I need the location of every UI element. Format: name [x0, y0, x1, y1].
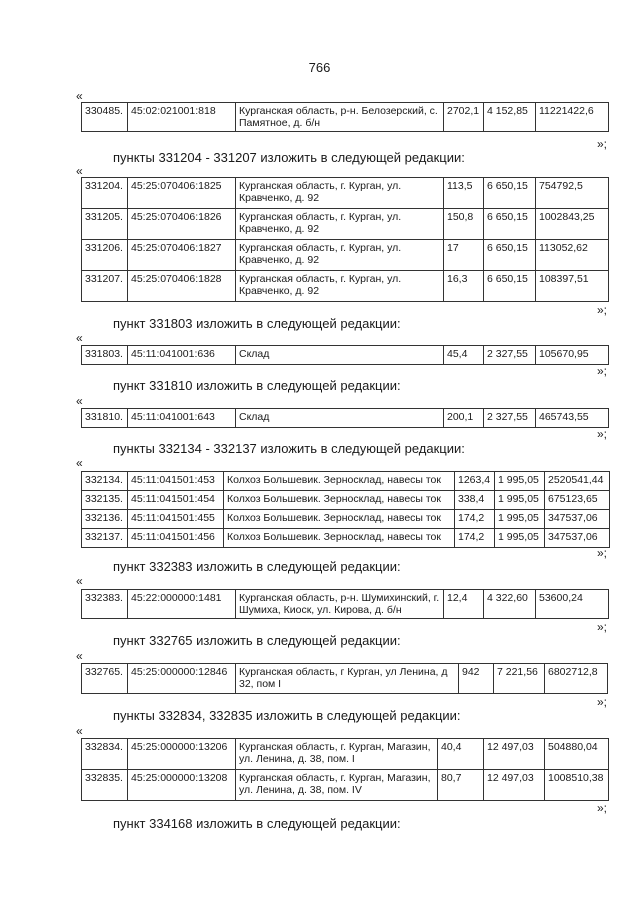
close-quote: »;: [596, 801, 607, 815]
cell-area: 942: [459, 664, 494, 694]
table-row: [82, 346, 609, 365]
cell-area: 80,7: [438, 770, 484, 801]
cell-number: 331204.: [82, 178, 128, 209]
cell-rate: 12 497,03: [484, 770, 545, 801]
cell-area: 16,3: [444, 271, 484, 302]
table-row: [82, 409, 609, 428]
instruction-text: пункт 332383 изложить в следующей редакции:: [113, 559, 401, 574]
cell-value: 347537,06: [545, 510, 610, 529]
cell-address: Колхоз Большевик. Зерносклад, навесы ток: [224, 491, 455, 510]
open-quote: «: [76, 649, 83, 663]
close-quote: »;: [596, 137, 607, 151]
instruction-text: пункт 334168 изложить в следующей редакции:: [113, 816, 401, 831]
property-table: [81, 177, 609, 302]
cell-number: 332136.: [82, 510, 128, 529]
table-row: [82, 271, 609, 302]
cell-address: Колхоз Большевик. Зерносклад, навесы ток: [224, 510, 455, 529]
cell-rate: 2 327,55: [484, 409, 536, 428]
table-row: [82, 529, 610, 548]
property-table: [81, 408, 609, 428]
page-number: 766: [308, 60, 331, 75]
cell-value: 675123,65: [545, 491, 610, 510]
cell-cadastral: 45:25:070406:1825: [128, 178, 236, 209]
cell-address: Курганская область, г. Курган, Магазин, ул. Ленина, д. 38, пом. I: [236, 739, 438, 770]
table-row: [82, 739, 609, 770]
cell-number: 331206.: [82, 240, 128, 271]
cell-value: 2520541,44: [545, 472, 610, 491]
cell-cadastral: 45:11:041501:456: [128, 529, 224, 548]
cell-rate: 4 322,60: [484, 590, 536, 619]
close-quote: »;: [596, 695, 607, 709]
table-row: [82, 178, 609, 209]
cell-area: 1263,4: [455, 472, 495, 491]
cell-area: 113,5: [444, 178, 484, 209]
close-quote: »;: [596, 364, 607, 378]
cell-rate: 1 995,05: [495, 529, 545, 548]
property-table: [81, 102, 609, 132]
instruction-text: пункты 331204 - 331207 изложить в следующей редакции:: [113, 150, 465, 165]
property-table: [81, 663, 608, 694]
cell-area: 174,2: [455, 510, 495, 529]
cell-area: 200,1: [444, 409, 484, 428]
cell-cadastral: 45:25:000000:12846: [128, 664, 236, 694]
cell-address: Колхоз Большевик. Зерносклад, навесы ток: [224, 529, 455, 548]
cell-area: 150,8: [444, 209, 484, 240]
open-quote: «: [76, 724, 83, 738]
cell-cadastral: 45:11:041501:455: [128, 510, 224, 529]
cell-cadastral: 45:11:041501:453: [128, 472, 224, 491]
cell-value: 113052,62: [536, 240, 609, 271]
cell-cadastral: 45:25:000000:13208: [128, 770, 236, 801]
property-table: [81, 471, 610, 548]
cell-cadastral: 45:25:070406:1826: [128, 209, 236, 240]
cell-rate: 1 995,05: [495, 491, 545, 510]
cell-area: 2702,1: [444, 103, 484, 132]
cell-number: 331810.: [82, 409, 128, 428]
cell-area: 338,4: [455, 491, 495, 510]
table-row: [82, 209, 609, 240]
cell-rate: 1 995,05: [495, 510, 545, 529]
open-quote: «: [76, 394, 83, 408]
cell-cadastral: 45:02:021001:818: [128, 103, 236, 132]
close-quote: »;: [596, 303, 607, 317]
cell-value: 347537,06: [545, 529, 610, 548]
cell-address: Курганская область, р-н. Шумихинский, г. Шумиха, Киоск, ул. Кирова, д. б/н: [236, 590, 444, 619]
cell-address: Колхоз Большевик. Зерносклад, навесы ток: [224, 472, 455, 491]
cell-rate: 2 327,55: [484, 346, 536, 365]
cell-cadastral: 45:11:041501:454: [128, 491, 224, 510]
cell-number: 332135.: [82, 491, 128, 510]
cell-cadastral: 45:25:070406:1827: [128, 240, 236, 271]
open-quote: «: [76, 164, 83, 178]
close-quote: »;: [596, 546, 607, 560]
cell-address: Курганская область, г Курган, ул Ленина, д 32, пом I: [236, 664, 459, 694]
close-quote: »;: [596, 427, 607, 441]
cell-area: 17: [444, 240, 484, 271]
cell-rate: 7 221,56: [494, 664, 545, 694]
cell-number: 332137.: [82, 529, 128, 548]
table-row: [82, 240, 609, 271]
instruction-text: пункт 331810 изложить в следующей редакции:: [113, 378, 401, 393]
property-table: [81, 738, 609, 801]
cell-area: 174,2: [455, 529, 495, 548]
property-table: [81, 345, 609, 365]
cell-address: Курганская область, г. Курган, ул. Кравченко, д. 92: [236, 178, 444, 209]
close-quote: »;: [596, 620, 607, 634]
table-row: [82, 770, 609, 801]
open-quote: «: [76, 456, 83, 470]
cell-rate: 6 650,15: [484, 178, 536, 209]
cell-value: 6802712,8: [545, 664, 608, 694]
table-row: [82, 103, 609, 132]
cell-number: 332765.: [82, 664, 128, 694]
open-quote: «: [76, 574, 83, 588]
cell-number: 332835.: [82, 770, 128, 801]
cell-value: 504880,04: [545, 739, 609, 770]
cell-number: 331205.: [82, 209, 128, 240]
cell-value: 465743,55: [536, 409, 609, 428]
cell-rate: 6 650,15: [484, 209, 536, 240]
cell-value: 11221422,6: [536, 103, 609, 132]
cell-value: 53600,24: [536, 590, 609, 619]
table-row: [82, 664, 608, 694]
cell-cadastral: 45:11:041001:643: [128, 409, 236, 428]
cell-rate: 6 650,15: [484, 271, 536, 302]
open-quote: «: [76, 89, 83, 103]
cell-number: 331207.: [82, 271, 128, 302]
cell-value: 108397,51: [536, 271, 609, 302]
cell-number: 332134.: [82, 472, 128, 491]
cell-number: 332383.: [82, 590, 128, 619]
cell-area: 40,4: [438, 739, 484, 770]
cell-rate: 4 152,85: [484, 103, 536, 132]
table-row: [82, 590, 609, 619]
cell-cadastral: 45:11:041001:636: [128, 346, 236, 365]
cell-cadastral: 45:25:000000:13206: [128, 739, 236, 770]
instruction-text: пункт 332765 изложить в следующей редакции:: [113, 633, 401, 648]
cell-area: 12,4: [444, 590, 484, 619]
cell-number: 331803.: [82, 346, 128, 365]
cell-address: Склад: [236, 409, 444, 428]
cell-value: 1008510,38: [545, 770, 609, 801]
cell-area: 45,4: [444, 346, 484, 365]
instruction-text: пункт 331803 изложить в следующей редакции:: [113, 316, 401, 331]
cell-rate: 12 497,03: [484, 739, 545, 770]
cell-number: 332834.: [82, 739, 128, 770]
cell-value: 754792,5: [536, 178, 609, 209]
cell-address: Курганская область, г. Курган, ул. Кравченко, д. 92: [236, 209, 444, 240]
table-row: [82, 472, 610, 491]
cell-address: Курганская область, г. Курган, Магазин, ул. Ленина, д. 38, пом. IV: [236, 770, 438, 801]
cell-number: 330485.: [82, 103, 128, 132]
instruction-text: пункты 332834, 332835 изложить в следующей редакции:: [113, 708, 461, 723]
cell-address: Курганская область, г. Курган, ул. Кравченко, д. 92: [236, 271, 444, 302]
instruction-text: пункты 332134 - 332137 изложить в следующей редакции:: [113, 441, 465, 456]
cell-cadastral: 45:25:070406:1828: [128, 271, 236, 302]
cell-address: Склад: [236, 346, 444, 365]
cell-rate: 6 650,15: [484, 240, 536, 271]
open-quote: «: [76, 331, 83, 345]
table-row: [82, 510, 610, 529]
table-row: [82, 491, 610, 510]
cell-value: 1002843,25: [536, 209, 609, 240]
cell-cadastral: 45:22:000000:1481: [128, 590, 236, 619]
cell-address: Курганская область, г. Курган, ул. Кравченко, д. 92: [236, 240, 444, 271]
cell-rate: 1 995,05: [495, 472, 545, 491]
property-table: [81, 589, 609, 619]
cell-address: Курганская область, р-н. Белозерский, с. Памятное, д. б/н: [236, 103, 444, 132]
cell-value: 105670,95: [536, 346, 609, 365]
